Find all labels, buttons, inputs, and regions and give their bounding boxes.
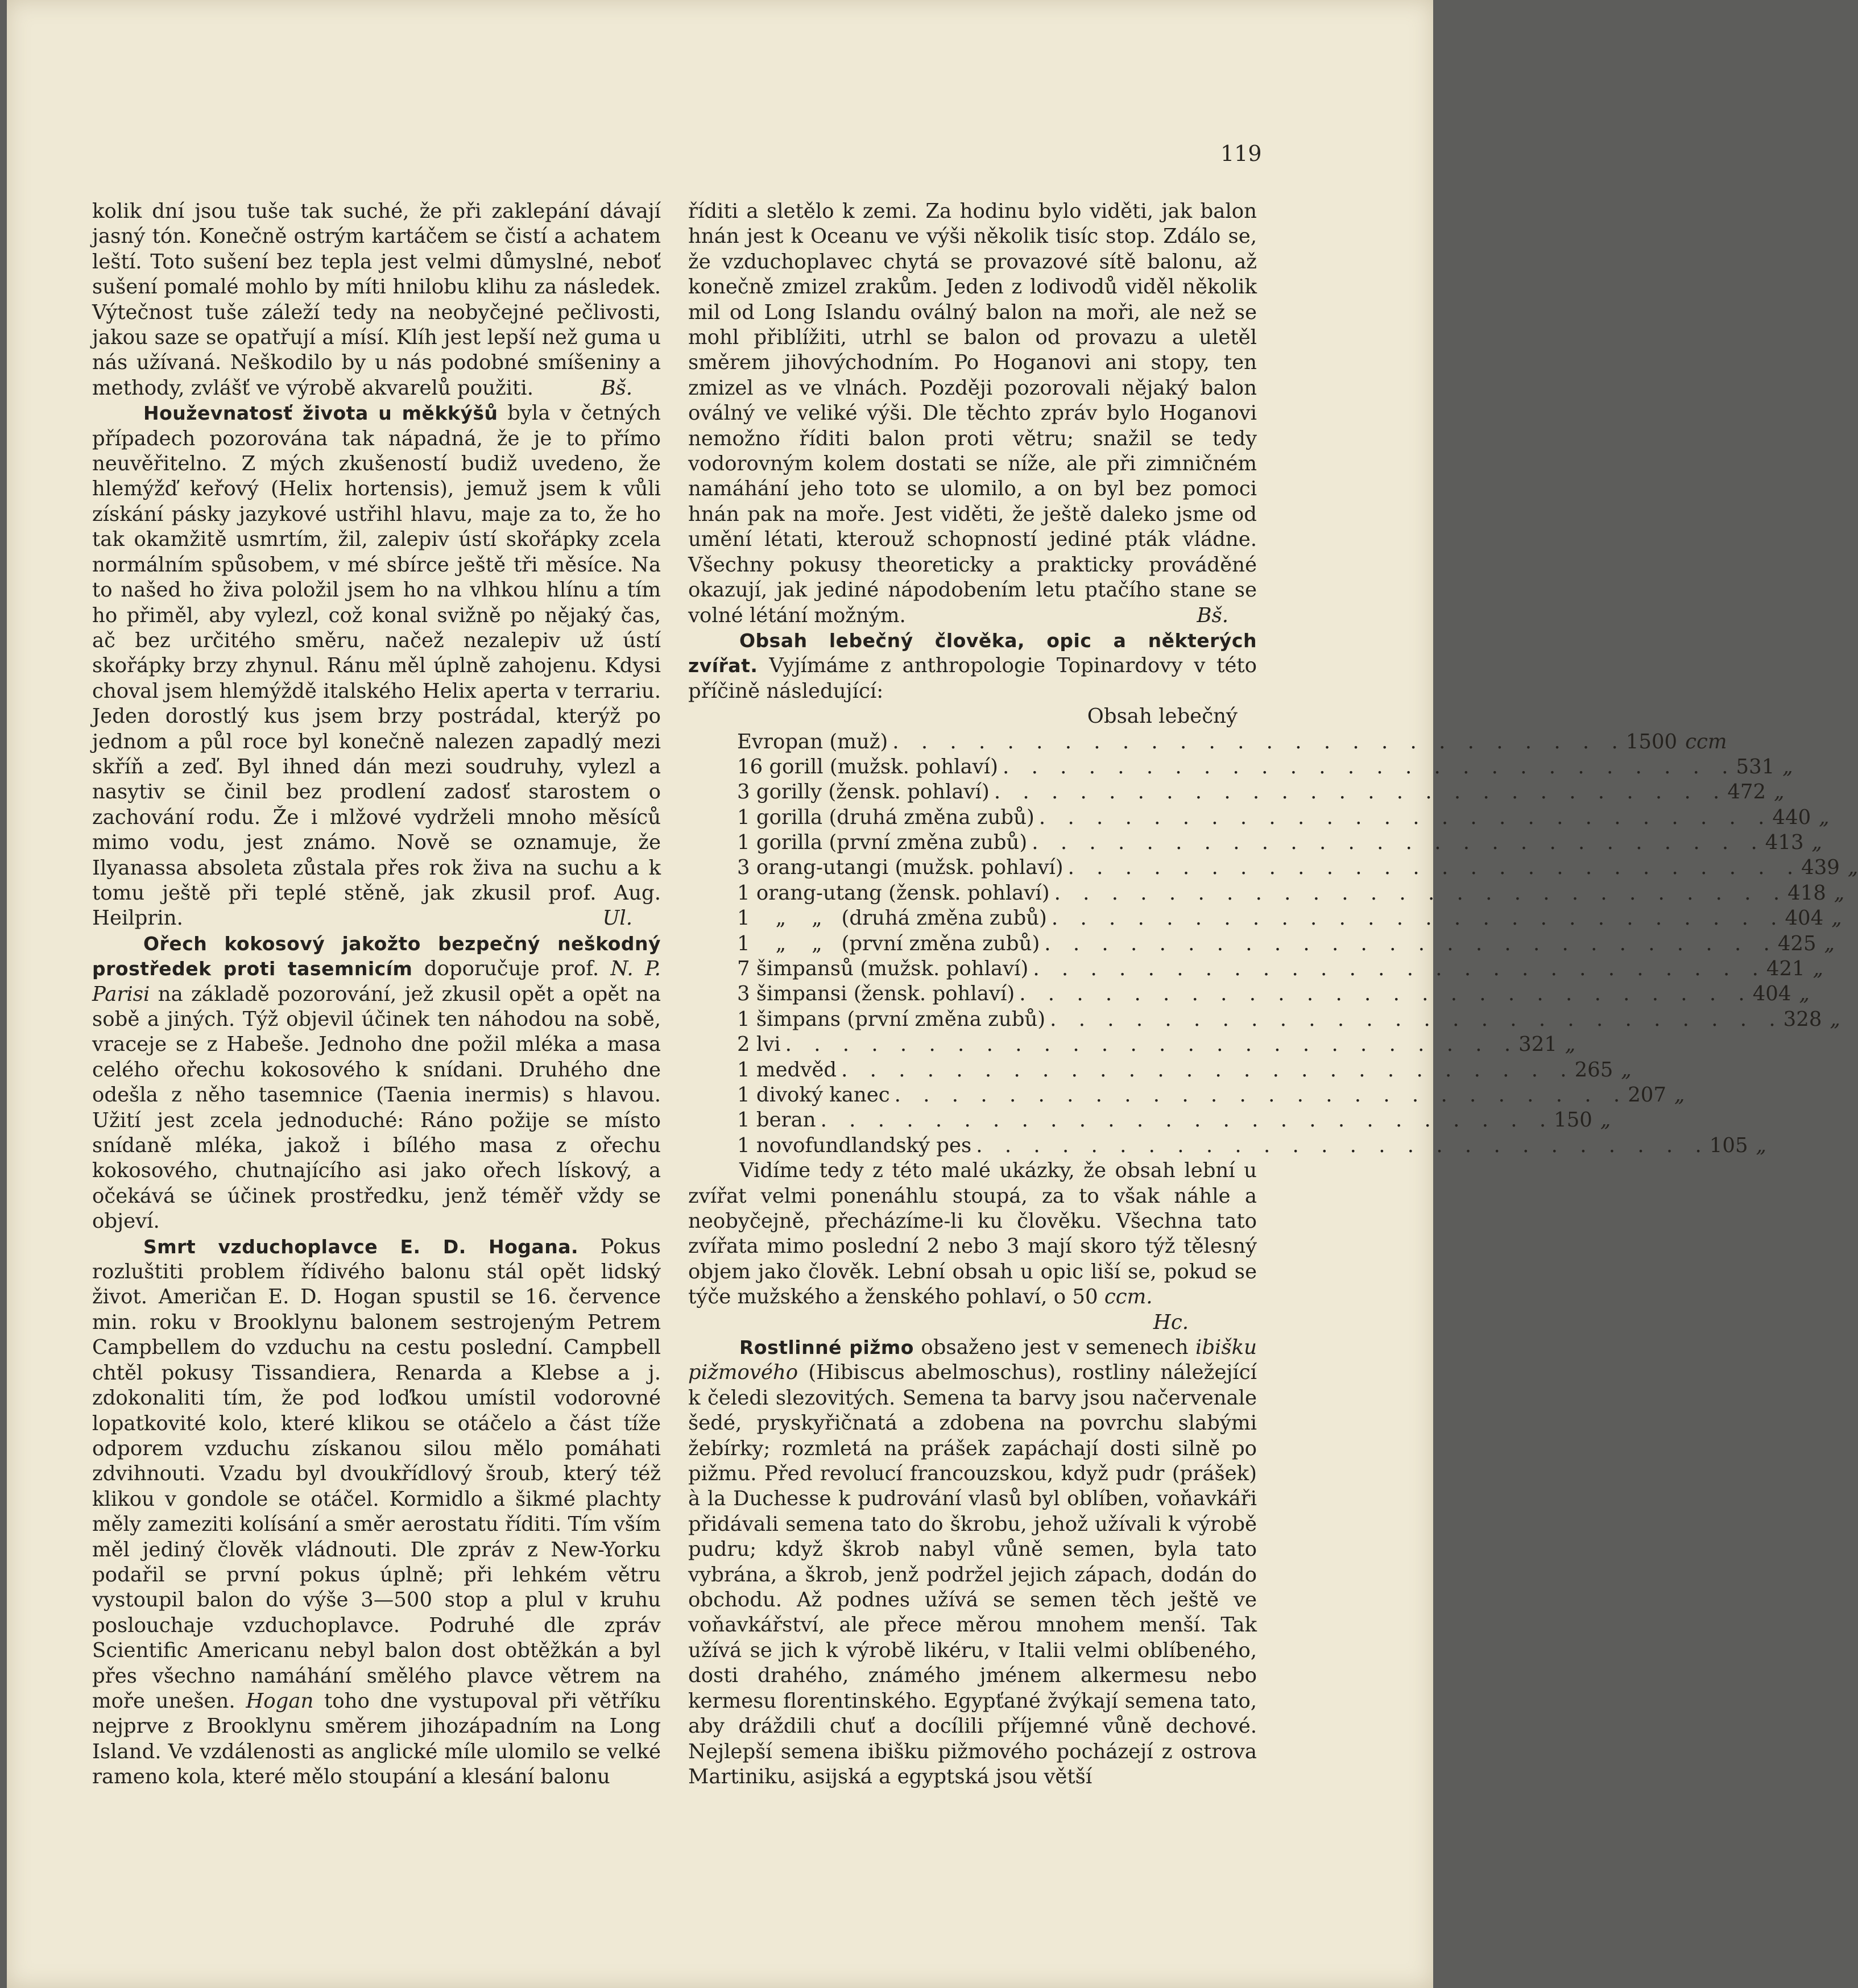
row-unit: „: [1799, 982, 1810, 1006]
row-label: 1 beran: [737, 1108, 816, 1132]
table-row: [688, 906, 1842, 931]
leader-dots: . . . . . . . . . . . . . . . . . . . . . . . . . .: [1044, 931, 1778, 955]
table-row: [688, 1133, 1766, 1158]
row-label: Evropan (muž): [737, 730, 888, 753]
table-row: [688, 730, 1727, 755]
row-label: 16 gorill (mužsk. pohlaví): [737, 755, 998, 778]
leader-dots: . . . . . . . . . . . . . . . . . . . . . . . . . .: [1033, 957, 1766, 981]
leader-dots: . . . . . . . . . . . . . . . . . . . . . . . . . .: [820, 1108, 1554, 1132]
row-label: 1 „ „ (druhá změna zubů): [737, 906, 1047, 930]
row-label: 1 medvěd: [737, 1058, 837, 1082]
row-label: 1 gorilla (první změna zubů): [737, 831, 1028, 855]
row-unit: „: [1811, 831, 1822, 855]
row-value: 440: [1772, 805, 1811, 829]
row-label: 1 novofundlandský pes: [737, 1133, 972, 1157]
leader-dots: . . . . . . . . . . . . . . . . . . . . . . . . . .: [841, 1058, 1575, 1082]
leader-dots: . . . . . . . . . . . . . . . . . . . . . . . . . .: [1051, 906, 1785, 930]
row-value: 105: [1709, 1133, 1748, 1157]
leader-dots: . . . . . . . . . . . . . . . . . . . . . . . . . .: [1050, 1007, 1783, 1031]
row-label: 1 „ „ (první změna zubů): [737, 931, 1040, 955]
leader-dots: . . . . . . . . . . . . . . . . . . . . . . . . . .: [1003, 755, 1736, 778]
table-row: [688, 981, 1810, 1007]
signature: Bš.: [601, 376, 632, 400]
table-row: [688, 1058, 1632, 1083]
paragraph-skull-conclusion: Vidíme tedy z této malé ukázky, že obsah lební u zvířat velmi ponenáhlu stoupá, za to však náhle a neobyčejně, přecházíme-li ku člověku. Všechna tato zvířata mimo poslední 2 nebo 3 mají skoro týž tělesný objem jako člověk. Lební obsah u opic liší se, pokud se týče mužského a ženského pohlaví, o 50 ccm.: [688, 1159, 1257, 1309]
row-value: 404: [1785, 906, 1824, 930]
table-row: [688, 805, 1830, 830]
row-unit: „: [1565, 1033, 1576, 1057]
skull-capacity-table: [688, 730, 1858, 1159]
table-row: [688, 931, 1835, 956]
section-coconut-remedy: Ořech kokosový jakožto bezpečný neškodný prostředek proti tasemnicím doporučuje prof. N. P. Parisi na základě pozorování, jež zkusil opět a opět na sobě a jiných. Týž objevil účinek ten náhodou na sobě, vraceje se z Habeše. Jednoho dne požil mléka a masa celého ořechu kokosového k snídani. Druhého dne odešla z něho tasemnice (Taenia inermis) s hlavou. Užití jest zcela jednoduché: Ráno požije se místo snídaně mléka, jakož i bílého masa z ořechu kokosového, chutnajícího asi jako ořech lískový, a očekává se účinek prostředku, jenž téměř vždy se objeví.: [92, 932, 661, 1233]
book-page: [7, 0, 1858, 1988]
section-heading: Rostlinné pižmo: [739, 1336, 914, 1359]
table-row: [688, 881, 1845, 906]
row-unit: „: [1774, 780, 1785, 804]
section-heading: Ořech kokosový jakožto bezpečný neškodný prostředek proti tasemnicím: [92, 932, 661, 980]
table-row: [688, 1007, 1840, 1032]
row-value: 321: [1518, 1033, 1557, 1057]
author-name: N. P. Parisi: [92, 957, 661, 1006]
row-value: 472: [1727, 780, 1766, 804]
row-value: 1500: [1625, 730, 1678, 753]
row-value: 439: [1801, 856, 1840, 880]
table-row: [688, 1083, 1685, 1108]
section-plant-musk: Rostlinné pižmo obsaženo jest v semenech ibišku pižmového (Hibiscus abelmoschus), rostliny náležející k čeledi slezovitých. Semena ta barvy jsou načervenale šedé, pryskyřičnatá a zdobena na povrchu slabými žebírky; rozmletá na prášek zapáchají dosti silně po pižmu. Před revolucí francouzskou, když pudr (prášek) à la Duchesse k pudrování vlasů byl oblíben, voňavkáři přidávali semena tato do škrobu, jehož užívali k výrobě pudru; když škrob nabyl vůně semen, byla tato vybrána, a škrob, jenž podržel jejich zápach, dodán do obchodu. Až podnes užívá se semen těch ještě ve voňavkářství, ale přece měrou mnohem menší. Tak užívá se jich k výrobě likéru, v Italii velmi oblíbeného, dosti drahého, známého jménem alkermesu nebo kermesu florentinského. Egypťané žvýkají semena tato, aby dráždili chuť a docílili příjemné vůně dechové. Nejlepší semena ibišku pižmového pocházejí z ostrova Martiniku, asijská a egyptská jsou větší: [688, 1336, 1257, 1788]
table-row: [688, 1032, 1576, 1057]
paragraph-hogan-continuation: říditi a sletělo k zemi. Za hodinu bylo viděti, jak balon hnán jest k Oceanu ve výši několik tisíc stop. Zdálo se, že vzduchoplavec chytá se provazové sítě balonu, až konečně zmizel zrakům. Jeden z lodivodů viděl několik mil od Long Islandu oválný balon na moři, ale než se mohl přiblížiti, utrhl se balon od provazu a uletěl směrem jihovýchodním. Po Hoganovi ani stopy, ten zmizel as ve vlnách. Později pozorovali nějaký balon oválný ve veliké výši. Dle těchto zpráv bylo Hoganovi nemožno říditi balon proti větru; snažil se tedy vodorovným kolem dostati se níže, ale při zimničném namáhání jeho toto se ulomilo, a on byl bez pomoci hnán pak na moře. Jest viděti, že ještě daleko jsme od umění létati, kterouž schopností jediné pták vládne. Všechny pokusy theoreticky a prakticky prováděné okazují, jak jediné nápodobením letu ptačího stane se volné létání možným. Bš.: [688, 199, 1257, 628]
paragraph-ink-drying: kolik dní jsou tuše tak suché, že při zaklepání dávají jasný tón. Konečně ostrým kartáčem se čistí a achatem leští. Toto sušení bez tepla jest velmi důmyslné, neboť sušení pomalé mohlo by míti hnilobu klihu za následek. Výtečnost tuše záleží tedy na neobyčejné pečlivosti, jakou saze se opatřují a mísí. Klíh jest lepší než guma u nás užívaná. Neškodilo by u nás podobné smíšeniny a methody, zvlášť ve výrobě akvarelů použiti. Bš.: [92, 199, 661, 401]
row-value: 404: [1752, 982, 1791, 1006]
row-value: 150: [1554, 1108, 1592, 1132]
table-header: Obsah lebečný: [1087, 705, 1238, 728]
row-label: 3 šimpansi (žensk. pohlaví): [737, 982, 1015, 1006]
table-row: [688, 755, 1793, 780]
leader-dots: . . . . . . . . . . . . . . . . . . . . . . . . . .: [785, 1033, 1519, 1057]
leader-dots: . . . . . . . . . . . . . . . . . . . . . . . . . .: [976, 1133, 1710, 1157]
row-unit: „: [1847, 856, 1858, 880]
table-row: [688, 855, 1858, 880]
signature: Ul.: [602, 906, 632, 930]
row-label: 1 šimpans (první změna zubů): [737, 1007, 1046, 1031]
row-unit: „: [1813, 957, 1824, 981]
leader-dots: . . . . . . . . . . . . . . . . . . . . . . . . . .: [1032, 831, 1765, 855]
plant-name: ibišku pižmového: [688, 1336, 1257, 1385]
row-value: 265: [1574, 1058, 1613, 1082]
row-value: 207: [1628, 1083, 1666, 1107]
table-row: [688, 1108, 1611, 1133]
row-label: 1 orang-utang (žensk. pohlaví): [737, 881, 1050, 905]
table-row: [688, 780, 1785, 805]
leader-dots: . . . . . . . . . . . . . . . . . . . . . . . . . .: [994, 780, 1728, 804]
row-value: 418: [1787, 881, 1826, 905]
signature: Bš.: [1197, 603, 1228, 627]
row-label: 1 gorilla (druhá změna zubů): [737, 805, 1034, 829]
table-row: [688, 830, 1822, 855]
row-unit: „: [1824, 931, 1835, 955]
leader-dots: . . . . . . . . . . . . . . . . . . . . . . . . . .: [1067, 856, 1802, 880]
row-label: 3 orang-utangi (mužsk. pohlaví): [737, 856, 1064, 880]
person-name: Hogan: [246, 1689, 314, 1713]
row-unit: ccm: [1685, 730, 1727, 753]
section-hogan-death: Smrt vzduchoplavce E. D. Hogana. Pokus rozluštiti problem řídivého balonu stál opět lidský život. Američan E. D. Hogan spustil se 16. července min. roku v Brooklynu balonem sestrojeným Petrem Campbellem do vzduchu na cestu poslední. Campbell chtěl pokusy Tissandiera, Renarda a Klebse a j. zdokonaliti tím, že pod loďkou umístil vodorovné lopatkovité kolo, které klikou se otáčelo a část tíže odporem vzduchu získanou silou mělo pomáhati zdvihnouti. Vzadu byl dvoukřídlový šroub, který též klikou v gondole se otáčel. Kormidlo a šikmé plachty měly zameziti kolísání a směr aerostatu říditi. Tím vším měl jediný člověk vládnouti. Dle zpráv z New-Yorku podařil se první pokus úplně; při lehkém větru vystoupil balon do výše 3—500 stop a plul v kruhu poslouchaje vzduchoplavce. Podruhé dle zpráv Scientific Americanu nebyl balon dost obtěžkán a byl přes všechno namáhání smělého plavce větrem na moře unešen. Hogan toho dne vystupoval při větříku nejprve z Brooklynu směrem jihozápadním na Long Island. Ve vzdálenosti as anglické míle ulomilo se velké rameno kola, které mělo stoupání a klesání balonu: [92, 1235, 661, 1789]
row-unit: „: [1756, 1133, 1766, 1157]
row-value: 413: [1765, 831, 1804, 855]
row-unit: „: [1834, 881, 1845, 905]
leader-dots: . . . . . . . . . . . . . . . . . . . . . . . . . .: [1038, 805, 1773, 829]
leader-dots: . . . . . . . . . . . . . . . . . . . . . . . . . .: [894, 1083, 1628, 1107]
row-label: 2 lvi: [737, 1033, 781, 1057]
row-value: 531: [1736, 755, 1775, 778]
row-unit: „: [1674, 1083, 1685, 1107]
row-value: 421: [1766, 957, 1805, 981]
right-column: [688, 199, 1858, 1790]
row-value: 425: [1777, 931, 1816, 955]
row-unit: „: [1831, 906, 1842, 930]
left-column: [92, 199, 661, 1790]
row-unit: „: [1600, 1108, 1611, 1132]
section-skull-capacity: Obsah lebečný člověka, opic a některých zvířat. Vyjímáme z anthropologie Topinardovy v této příčině následující:: [688, 629, 1257, 703]
section-heading: Smrt vzduchoplavce E. D. Hogana.: [143, 1235, 578, 1258]
row-label: 3 gorilly (žensk. pohlaví): [737, 780, 990, 804]
row-unit: „: [1830, 1007, 1840, 1031]
row-label: 7 šimpansů (mužsk. pohlaví): [737, 957, 1029, 981]
row-unit: „: [1621, 1058, 1632, 1082]
table-row: [688, 956, 1824, 981]
leader-dots: . . . . . . . . . . . . . . . . . . . . . . . . . .: [892, 730, 1626, 753]
row-value: 328: [1783, 1007, 1822, 1031]
section-heading: Houževnatosť života u měkkýšů: [143, 402, 498, 425]
row-unit: „: [1819, 805, 1830, 829]
section-snail-tenacity: Houževnatosť života u měkkýšů byla v četných případech pozorována tak nápadná, že je to přímo neuvěřitelno. Z mých zkušeností budiž uvedeno, že hlemýžď keřový (Helix hortensis), jemuž jsem k vůli získání pásky jazykové ustřihl hlavu, maje za to, že ho tak okamžitě usmrtím, žil, zalepiv ústí skořápky zcela normálním spůsobem, v mé sbírce ještě tři měsíce. Na to našed ho živa položil jsem ho na vlhkou hlínu a tím ho přiměl, aby vylezl, což konal svižně po nějaký čas, ač bez určitého směru, načež nezalepiv už ústí skořápky brzy zhynul. Ránu měl úplně zahojenu. Kdysi choval jsem hlemýždě italského Helix aperta v terrariu. Jeden dorostlý kus jsem brzy postrádal, kterýž po jednom a půl roce byl konečně nalezen zapadlý mezi skříň a zeď. Byl ihned dán mezi soudruhy, vylezl a nasytiv se činil bez prodlení zadosť starostem o zachování rodu. Že i mlžové vydrželi mnoho měsíců mimo vodu, jest známo. Nově se oznamuje, že Ilyanassa absoleta zůstala přes rok živa na suchu a k tomu ještě při teplé stěně, jak zkusil prof. Aug. Heilprin. Ul.: [92, 401, 661, 931]
section-heading: Obsah lebečný člověka, opic a některých zvířat.: [688, 629, 1257, 677]
leader-dots: . . . . . . . . . . . . . . . . . . . . . . . . . .: [1019, 982, 1753, 1006]
page-number: 119: [1220, 141, 1262, 166]
signature: Hc.: [1153, 1310, 1189, 1334]
row-unit: „: [1782, 755, 1793, 778]
leader-dots: . . . . . . . . . . . . . . . . . . . . . . . . . .: [1054, 881, 1788, 905]
row-label: 1 divoký kanec: [737, 1083, 890, 1107]
